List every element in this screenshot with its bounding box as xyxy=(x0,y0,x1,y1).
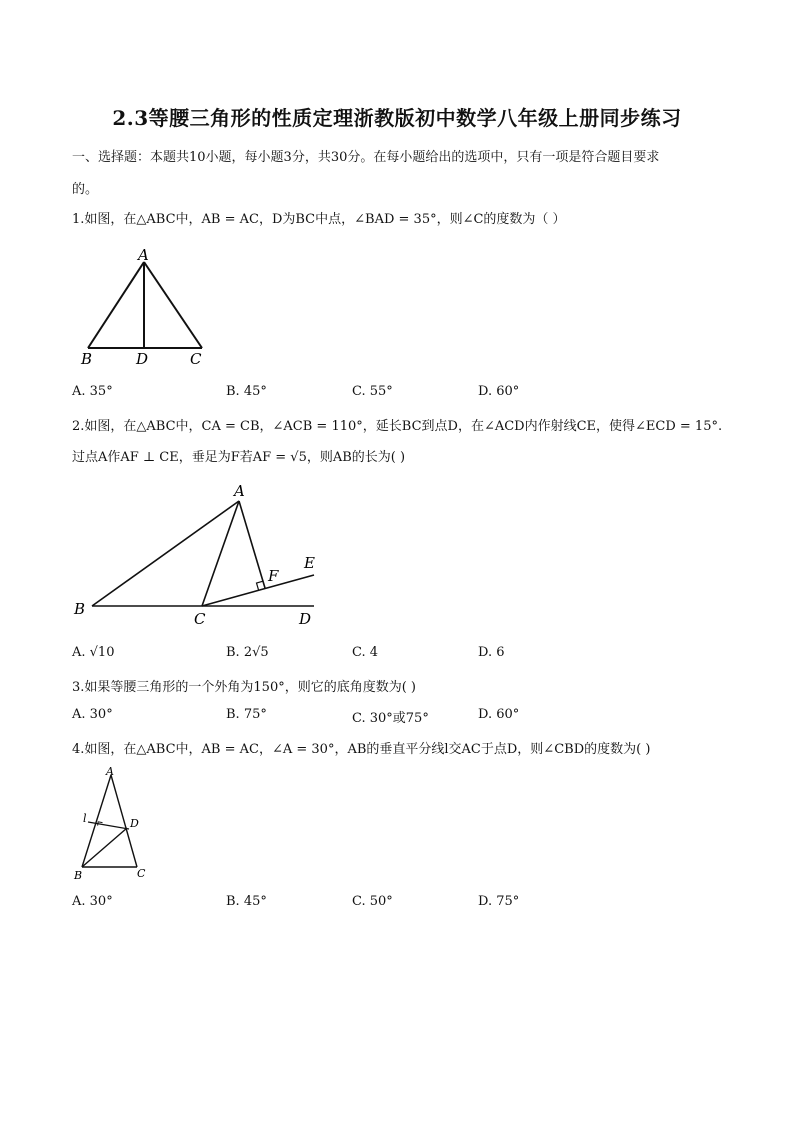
label-E: E xyxy=(304,554,315,572)
label-A: A xyxy=(234,482,245,500)
question-4-option-b: B. 45° xyxy=(226,894,267,909)
question-3-option-b: B. 75° xyxy=(226,707,267,722)
label-A: A xyxy=(106,765,114,778)
question-4-text: 4.如图，在△ABC中，AB = AC，∠A = 30°，AB的垂直平分线l交AC于点D，则∠CBD的度数为( ) xyxy=(72,742,651,757)
question-1-option-c: C. 55° xyxy=(352,384,393,399)
question-3-option-d: D. 60° xyxy=(478,707,520,722)
segment-AB xyxy=(92,501,239,606)
question-1-figure xyxy=(76,244,216,369)
question-2-option-a: A. √10 xyxy=(72,645,115,660)
question-4-figure xyxy=(72,765,157,885)
label-B: B xyxy=(74,869,83,882)
label-D: D xyxy=(130,817,139,830)
label-C: C xyxy=(194,610,206,628)
segment-AC xyxy=(144,262,202,348)
ray-CE xyxy=(202,575,314,606)
label-C: C xyxy=(137,867,146,880)
question-3-option-a: A. 30° xyxy=(72,707,113,722)
label-D: D xyxy=(299,610,312,628)
label-D: D xyxy=(136,350,149,368)
label-B: B xyxy=(74,600,86,618)
question-3-option-c: C. 30°或75° xyxy=(352,711,429,726)
segment-AF xyxy=(239,501,265,588)
segment-AC xyxy=(202,501,239,606)
question-1-option-b: B. 45° xyxy=(226,384,267,399)
label-C: C xyxy=(190,350,202,368)
question-1-text: 1.如图，在△ABC中，AB = AC，D为BC中点，∠BAD = 35°，则∠C的度数为（ ） xyxy=(72,212,566,227)
page-title: 2.3等腰三角形的性质定理浙教版初中数学八年级上册同步练习 xyxy=(112,106,682,130)
question-2-text-line1: 2.如图，在△ABC中，CA = CB，∠ACB = 110°，延长BC到点D，在∠ACD内作射线CE，使得∠ECD = 15°. xyxy=(72,419,723,434)
question-4-option-c: C. 50° xyxy=(352,894,393,909)
question-3-text: 3.如果等腰三角形的一个外角为150°，则它的底角度数为( ) xyxy=(72,680,416,695)
section-instructions-line2: 的。 xyxy=(72,182,99,197)
label-A: A xyxy=(138,246,149,264)
question-2-option-b: B. 2√5 xyxy=(226,645,269,660)
label-F: F xyxy=(268,567,279,585)
label-B: B xyxy=(81,350,93,368)
label-l: l xyxy=(83,812,87,825)
question-4-option-a: A. 30° xyxy=(72,894,113,909)
question-2-option-d: D. 6 xyxy=(478,645,505,660)
segment-AB xyxy=(88,262,144,348)
question-2-option-c: C. 4 xyxy=(352,645,379,660)
question-4-option-d: D. 75° xyxy=(478,894,520,909)
question-1-option-a: A. 35° xyxy=(72,384,113,399)
question-2-text-line2: 过点A作AF ⊥ CE，垂足为F若AF = √5，则AB的长为( ) xyxy=(72,450,406,465)
question-2-figure xyxy=(72,478,332,628)
right-angle-mark xyxy=(257,581,264,590)
section-instructions-line1: 一、选择题：本题共10小题，每小题3分，共30分。在每小题给出的选项中，只有一项是符合题目要求 xyxy=(72,150,660,165)
question-1-option-d: D. 60° xyxy=(478,384,520,399)
